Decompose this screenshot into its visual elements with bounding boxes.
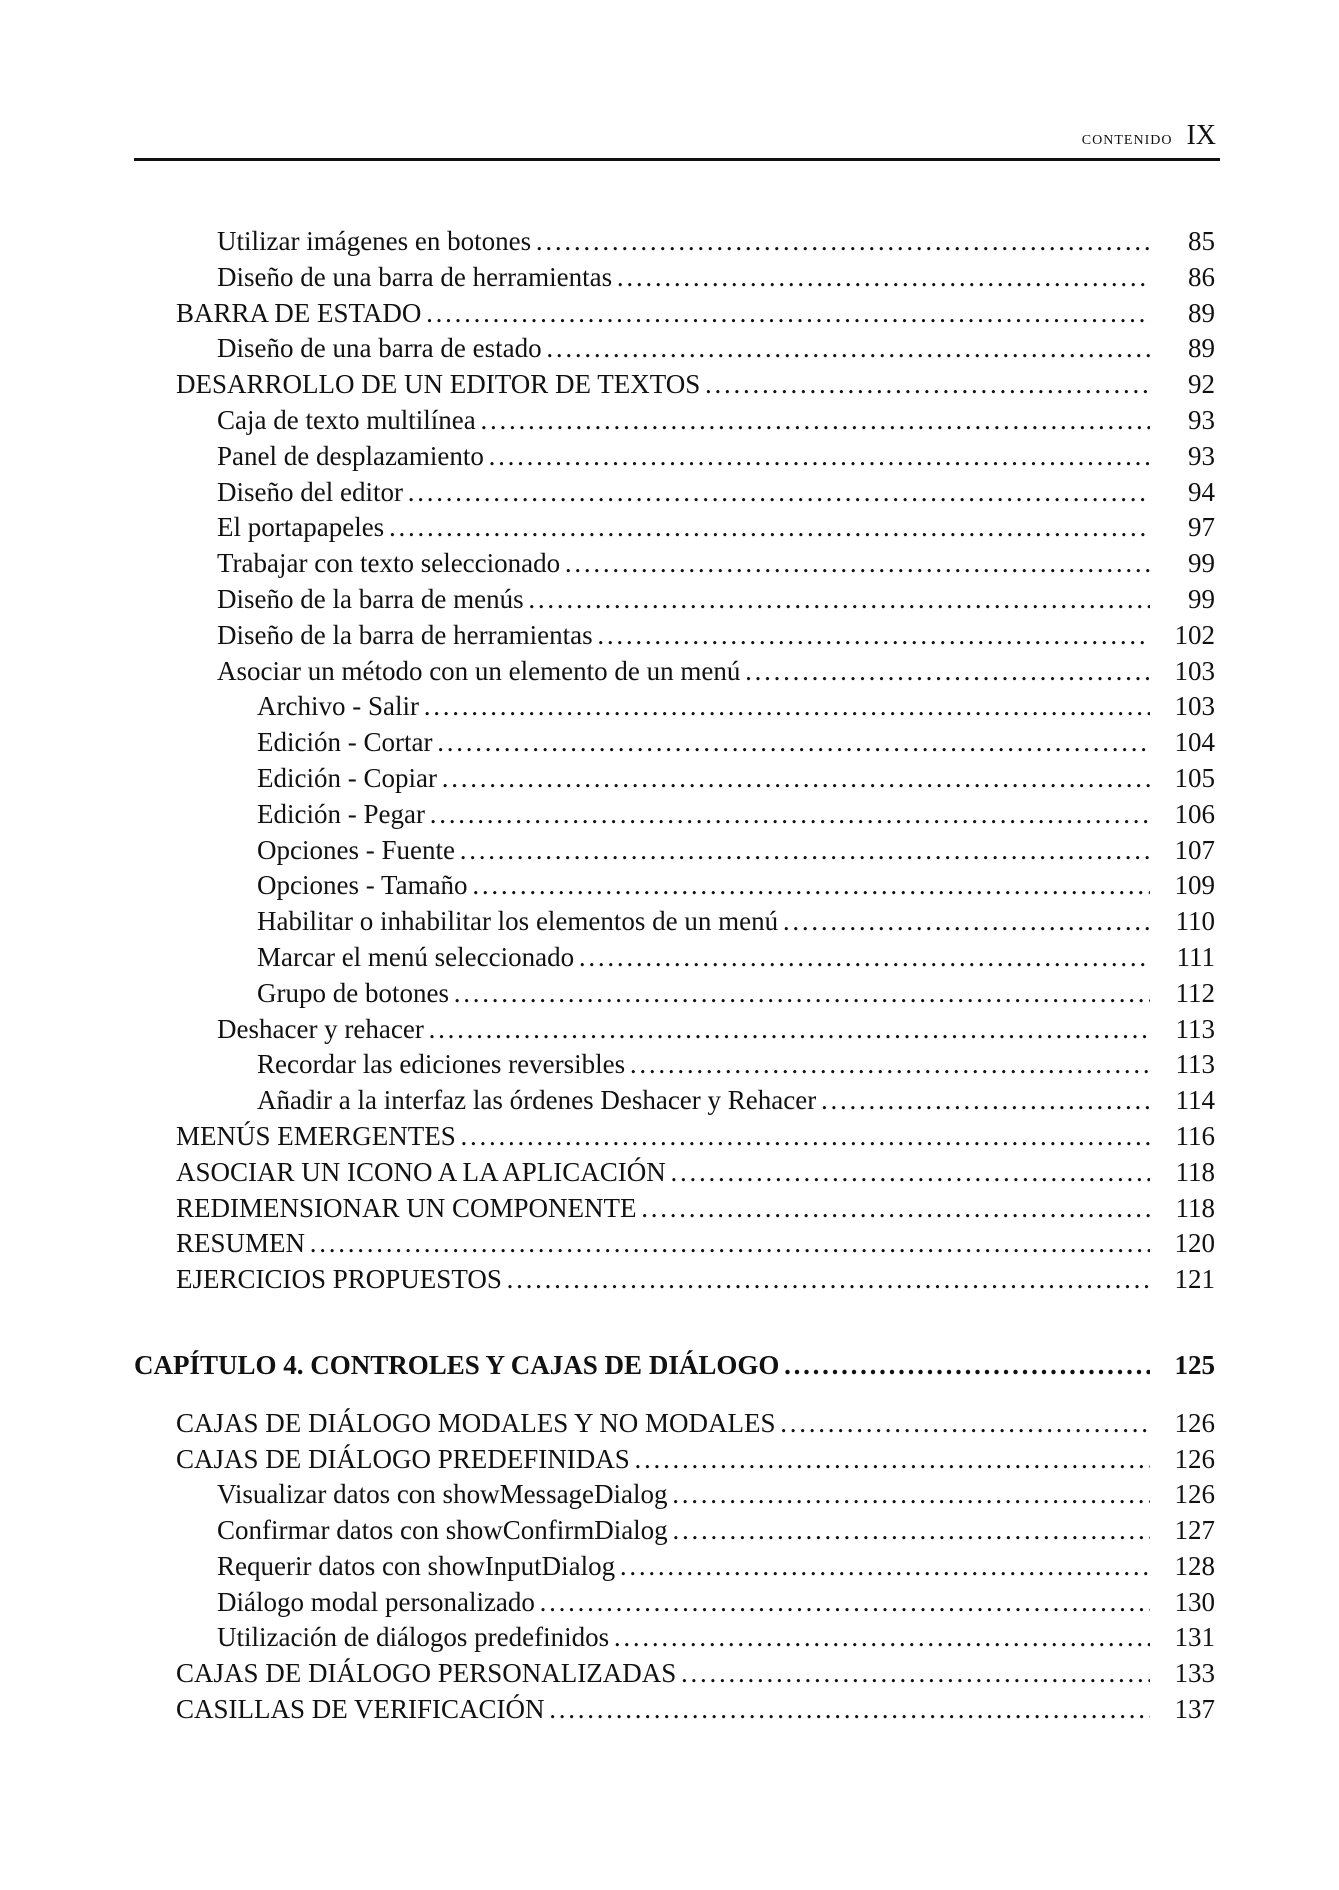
- toc-entry[interactable]: [134, 510, 1220, 546]
- toc-entry-page: 128: [1174, 1550, 1215, 1581]
- toc-entry[interactable]: [134, 725, 1220, 761]
- toc-entry-page: 99: [1188, 548, 1215, 579]
- toc-entry-title: CASILLAS DE VERIFICACIÓN . . .: [134, 1692, 1150, 1728]
- toc-entry-title: Deshacer y rehacer . . .: [134, 1012, 1150, 1048]
- toc-entry[interactable]: [134, 403, 1220, 439]
- toc-entry-page: 130: [1174, 1586, 1215, 1617]
- toc-entry-title: Opciones - Fuente . . .: [134, 833, 1150, 869]
- toc-entry-page: 93: [1188, 440, 1215, 471]
- toc-chapter-title: CAPÍTULO 4. CONTROLES Y CAJAS DE DIÁLOGO . . .: [134, 1348, 1150, 1384]
- toc-entry-title: Añadir a la interfaz las órdenes Deshacer y Rehacer . . .: [134, 1083, 1150, 1119]
- toc-entry[interactable]: [134, 976, 1220, 1012]
- toc-entry-page: 110: [1175, 906, 1215, 937]
- toc-entry-page: 97: [1188, 512, 1215, 543]
- toc-entry[interactable]: [134, 618, 1220, 654]
- toc-entry-title: Diseño de la barra de menús . . .: [134, 582, 1150, 618]
- toc-entry[interactable]: [134, 1620, 1220, 1656]
- toc-entry-title: CAJAS DE DIÁLOGO MODALES Y NO MODALES . . .: [134, 1406, 1150, 1442]
- toc-entry-title: Utilización de diálogos predefinidos . . .: [134, 1620, 1150, 1656]
- toc-entry-title: REDIMENSIONAR UN COMPONENTE . . .: [134, 1191, 1150, 1227]
- toc-entry-page: 127: [1174, 1515, 1215, 1546]
- toc-entry[interactable]: [134, 654, 1220, 690]
- toc-section-before-chapter: [134, 224, 1220, 1298]
- toc-entry-page: 126: [1174, 1479, 1215, 1510]
- toc-entry-page: 111: [1176, 941, 1215, 972]
- header-page-number: IX: [1186, 120, 1216, 151]
- toc-entry-page: 126: [1174, 1407, 1215, 1438]
- toc-entry-page: 86: [1188, 261, 1215, 292]
- toc-entry[interactable]: [134, 1692, 1220, 1728]
- toc-entry-page: 103: [1174, 655, 1215, 686]
- toc-entry-page: 94: [1188, 476, 1215, 507]
- toc-entry-page: 114: [1175, 1085, 1215, 1116]
- toc-entry-title: Diseño de una barra de herramientas . . .: [134, 260, 1150, 296]
- toc-entry-page: 113: [1175, 1049, 1215, 1080]
- toc-entry-title: Habilitar o inhabilitar los elementos de un menú . . .: [134, 904, 1150, 940]
- toc-entry[interactable]: [134, 1119, 1220, 1155]
- toc-entry[interactable]: [134, 1191, 1220, 1227]
- toc-entry-title: Asociar un método con un elemento de un menú . . .: [134, 654, 1150, 690]
- toc-entry-title: Archivo - Salir . . .: [134, 689, 1150, 725]
- toc-entry-page: 131: [1174, 1622, 1215, 1653]
- toc-entry-page: 120: [1174, 1228, 1215, 1259]
- toc-entry[interactable]: [134, 1226, 1220, 1262]
- toc-entry-title: CAJAS DE DIÁLOGO PERSONALIZADAS . . .: [134, 1656, 1150, 1692]
- toc-entry-title: Requerir datos con showInputDialog . . .: [134, 1549, 1150, 1585]
- toc-entry-page: 133: [1174, 1658, 1215, 1689]
- toc-entry-title: Utilizar imágenes en botones . . .: [134, 224, 1150, 260]
- toc-entry-page: 99: [1188, 583, 1215, 614]
- toc-entry[interactable]: [134, 868, 1220, 904]
- spacer: [134, 1384, 1220, 1406]
- toc-entry[interactable]: [134, 689, 1220, 725]
- toc-entry[interactable]: [134, 940, 1220, 976]
- toc-entry-title: Recordar las ediciones reversibles . . .: [134, 1047, 1150, 1083]
- toc-entry-title: Diálogo modal personalizado . . .: [134, 1585, 1150, 1621]
- toc-entry-title: MENÚS EMERGENTES . . .: [134, 1119, 1150, 1155]
- toc-entry-page: 109: [1174, 870, 1215, 901]
- table-of-contents: [134, 224, 1220, 1728]
- toc-entry[interactable]: [134, 1442, 1220, 1478]
- toc-entry-title: Trabajar con texto seleccionado . . .: [134, 546, 1150, 582]
- toc-entry-title: BARRA DE ESTADO . . .: [134, 296, 1150, 332]
- toc-entry-title: Diseño del editor . . .: [134, 475, 1150, 511]
- toc-entry[interactable]: [134, 439, 1220, 475]
- toc-entry-title: EJERCICIOS PROPUESTOS . . .: [134, 1262, 1150, 1298]
- toc-entry[interactable]: [134, 582, 1220, 618]
- toc-entry-page: 112: [1175, 977, 1215, 1008]
- toc-entry[interactable]: [134, 1656, 1220, 1692]
- toc-entry-page: 118: [1175, 1192, 1215, 1223]
- toc-entry[interactable]: [134, 1513, 1220, 1549]
- toc-entry-title: Grupo de botones . . .: [134, 976, 1150, 1012]
- toc-entry[interactable]: [134, 1406, 1220, 1442]
- toc-entry-title: Visualizar datos con showMessageDialog . . .: [134, 1477, 1150, 1513]
- toc-entry-title: CAJAS DE DIÁLOGO PREDEFINIDAS . . .: [134, 1442, 1150, 1478]
- toc-entry-title: Diseño de la barra de herramientas . . .: [134, 618, 1150, 654]
- toc-entry[interactable]: [134, 1477, 1220, 1513]
- toc-entry[interactable]: [134, 296, 1220, 332]
- header-section-label: contenido: [1081, 127, 1173, 149]
- toc-entry[interactable]: [134, 797, 1220, 833]
- toc-entry-title: Confirmar datos con showConfirmDialog . . .: [134, 1513, 1150, 1549]
- toc-entry-page: 93: [1188, 404, 1215, 435]
- toc-entry[interactable]: [134, 1047, 1220, 1083]
- toc-entry[interactable]: [134, 224, 1220, 260]
- toc-entry-page: 121: [1174, 1264, 1215, 1295]
- toc-entry-page: 116: [1175, 1120, 1215, 1151]
- toc-entry[interactable]: [134, 1155, 1220, 1191]
- toc-entry[interactable]: [134, 761, 1220, 797]
- toc-entry[interactable]: [134, 833, 1220, 869]
- toc-entry-title: Marcar el menú seleccionado . . .: [134, 940, 1150, 976]
- toc-entry[interactable]: [134, 904, 1220, 940]
- toc-entry-title: Edición - Copiar . . .: [134, 761, 1150, 797]
- toc-section-after-chapter: [134, 1406, 1220, 1728]
- toc-entry[interactable]: [134, 260, 1220, 296]
- toc-entry-title: Edición - Pegar . . .: [134, 797, 1150, 833]
- toc-entry-page: 102: [1174, 619, 1215, 650]
- toc-entry-page: 126: [1174, 1443, 1215, 1474]
- toc-entry-page: 118: [1175, 1156, 1215, 1187]
- toc-entry[interactable]: [134, 331, 1220, 367]
- toc-entry-page: 105: [1174, 762, 1215, 793]
- toc-entry[interactable]: [134, 1585, 1220, 1621]
- toc-entry[interactable]: [134, 1549, 1220, 1585]
- toc-entry-page: 92: [1188, 369, 1215, 400]
- toc-entry[interactable]: [134, 1012, 1220, 1048]
- toc-entry[interactable]: [134, 1083, 1220, 1119]
- spacer: [134, 1298, 1220, 1348]
- toc-entry-page: 103: [1174, 691, 1215, 722]
- toc-entry-title: Panel de desplazamiento . . .: [134, 439, 1150, 475]
- toc-chapter-page: 125: [1174, 1349, 1215, 1380]
- toc-entry-page: 107: [1174, 834, 1215, 865]
- toc-entry-title: RESUMEN . . .: [134, 1226, 1150, 1262]
- running-header: [134, 118, 1220, 161]
- toc-entry-page: 104: [1174, 727, 1215, 758]
- toc-entry-title: Caja de texto multilínea . . .: [134, 403, 1150, 439]
- toc-entry-page: 106: [1174, 798, 1215, 829]
- toc-entry-title: Diseño de una barra de estado . . .: [134, 331, 1150, 367]
- toc-entry-title: Edición - Cortar . . .: [134, 725, 1150, 761]
- toc-entry-title: DESARROLLO DE UN EDITOR DE TEXTOS . . .: [134, 367, 1150, 403]
- toc-entry[interactable]: [134, 475, 1220, 511]
- toc-entry-page: 113: [1175, 1013, 1215, 1044]
- toc-entry-page: 85: [1188, 226, 1215, 256]
- toc-entry-title: El portapapeles . . .: [134, 510, 1150, 546]
- toc-entry[interactable]: [134, 546, 1220, 582]
- toc-chapter-entry[interactable]: [134, 1348, 1220, 1384]
- toc-entry-title: Opciones - Tamaño . . .: [134, 868, 1150, 904]
- toc-entry-page: 137: [1174, 1694, 1215, 1725]
- toc-entry[interactable]: [134, 367, 1220, 403]
- toc-entry-page: 89: [1188, 333, 1215, 364]
- header-text: [1082, 120, 1216, 152]
- toc-entry[interactable]: [134, 1262, 1220, 1298]
- toc-entry-title: ASOCIAR UN ICONO A LA APLICACIÓN . . .: [134, 1155, 1150, 1191]
- toc-entry-page: 89: [1188, 297, 1215, 328]
